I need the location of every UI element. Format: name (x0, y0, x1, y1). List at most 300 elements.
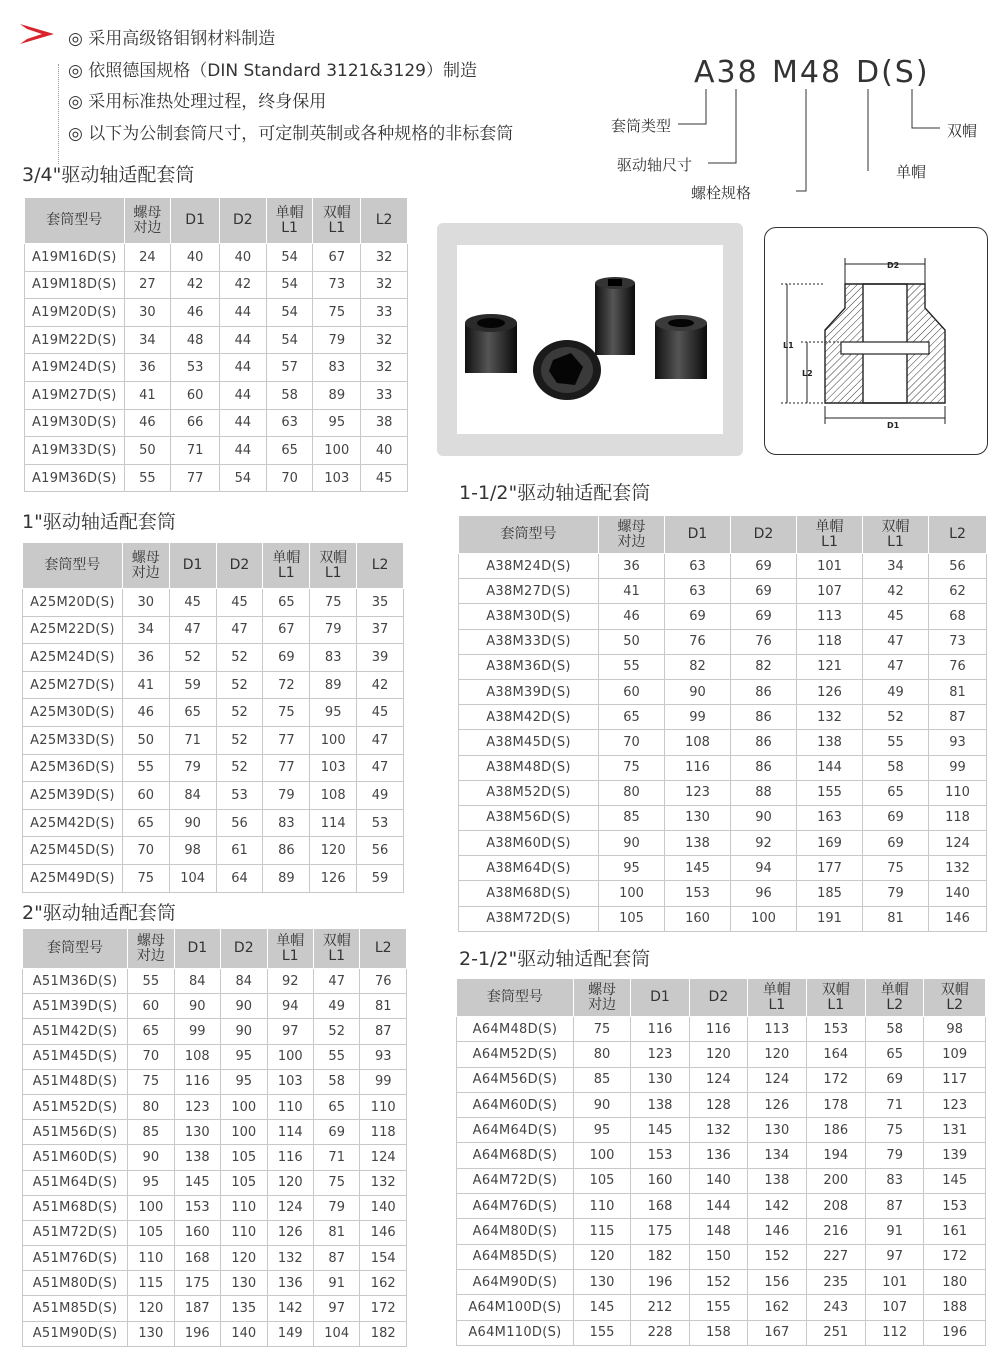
value-cell: 162 (748, 1295, 806, 1320)
column-header: 单帽 L1 (748, 979, 806, 1017)
value-cell: 67 (263, 616, 310, 644)
value-cell: 84 (221, 969, 267, 994)
table-row (25, 244, 408, 272)
column-header: 套筒型号 (459, 516, 599, 554)
model-cell: A51M60D(S) (23, 1145, 128, 1170)
value-cell: 145 (573, 1295, 630, 1320)
value-cell: 69 (863, 805, 929, 830)
model-cell: A38M42D(S) (459, 705, 599, 730)
table-row (25, 326, 408, 354)
column-header: 套筒型号 (25, 198, 125, 244)
column-header: 单帽 L1 (267, 929, 313, 969)
column-header: 双帽 L1 (313, 929, 359, 969)
value-cell: 46 (599, 604, 665, 629)
table-row (23, 1296, 407, 1321)
value-cell: 107 (797, 579, 863, 604)
intro-bullet: ◎ 依照德国规格（DIN Standard 3121&3129）制造 (68, 61, 477, 81)
value-cell: 85 (599, 805, 665, 830)
value-cell: 142 (748, 1194, 806, 1219)
value-cell: 114 (267, 1120, 313, 1145)
column-header: D2 (689, 979, 747, 1017)
value-cell: 138 (748, 1168, 806, 1193)
table-row (23, 754, 404, 782)
value-cell: 86 (731, 730, 797, 755)
value-cell: 172 (924, 1244, 986, 1269)
value-cell: 82 (731, 654, 797, 679)
table-row (23, 699, 404, 727)
value-cell: 118 (929, 805, 987, 830)
model-cell: A25M22D(S) (23, 616, 123, 644)
value-cell: 146 (360, 1220, 407, 1245)
value-cell: 70 (122, 837, 169, 865)
value-cell: 47 (357, 726, 404, 754)
value-cell: 69 (731, 579, 797, 604)
model-cell: A19M20D(S) (25, 299, 125, 327)
value-cell: 138 (797, 730, 863, 755)
value-cell: 47 (313, 969, 359, 994)
value-cell: 54 (266, 244, 313, 272)
value-cell: 40 (220, 244, 267, 272)
value-cell: 47 (169, 616, 216, 644)
value-cell: 63 (266, 409, 313, 437)
value-cell: 47 (357, 754, 404, 782)
value-cell: 52 (863, 705, 929, 730)
value-cell: 208 (806, 1194, 865, 1219)
value-cell: 228 (631, 1320, 689, 1345)
model-cell: A51M85D(S) (23, 1296, 128, 1321)
value-cell: 110 (267, 1094, 313, 1119)
table-row (459, 831, 987, 856)
value-cell: 126 (267, 1220, 313, 1245)
model-cell: A38M45D(S) (459, 730, 599, 755)
table-row (459, 780, 987, 805)
value-cell: 75 (122, 864, 169, 892)
value-cell: 38 (361, 409, 408, 437)
value-cell: 90 (665, 679, 731, 704)
column-header: 双帽 L1 (310, 543, 357, 589)
value-cell: 45 (863, 604, 929, 629)
value-cell: 175 (631, 1219, 689, 1244)
section-title-3-4: 3/4"驱动轴适配套筒 (22, 164, 195, 186)
spec-table-2-1-2 (456, 978, 986, 1346)
value-cell: 153 (806, 1017, 865, 1042)
value-cell: 45 (216, 589, 263, 617)
value-cell: 126 (310, 864, 357, 892)
value-cell: 126 (748, 1092, 806, 1117)
value-cell: 79 (263, 782, 310, 810)
value-cell: 91 (313, 1271, 359, 1296)
table-row (23, 671, 404, 699)
value-cell: 79 (313, 326, 361, 354)
model-cell: A64M48D(S) (457, 1017, 574, 1042)
value-cell: 53 (216, 782, 263, 810)
model-cell: A51M56D(S) (23, 1120, 128, 1145)
value-cell: 94 (267, 994, 313, 1019)
value-cell: 69 (731, 554, 797, 579)
column-header: D1 (631, 979, 689, 1017)
value-cell: 130 (128, 1321, 174, 1346)
value-cell: 90 (128, 1145, 174, 1170)
model-cell: A25M33D(S) (23, 726, 123, 754)
value-cell: 100 (573, 1143, 630, 1168)
value-cell: 55 (863, 730, 929, 755)
value-cell: 70 (599, 730, 665, 755)
value-cell: 44 (220, 437, 267, 465)
value-cell: 76 (731, 629, 797, 654)
value-cell: 32 (361, 244, 408, 272)
value-cell: 123 (924, 1092, 986, 1117)
table-row (23, 1321, 407, 1346)
value-cell: 94 (731, 856, 797, 881)
value-cell: 154 (360, 1246, 407, 1271)
value-cell: 60 (171, 381, 220, 409)
value-cell: 144 (797, 755, 863, 780)
value-cell: 140 (221, 1321, 267, 1346)
value-cell: 251 (806, 1320, 865, 1345)
value-cell: 44 (220, 409, 267, 437)
value-cell: 164 (806, 1042, 865, 1067)
value-cell: 145 (631, 1118, 689, 1143)
value-cell: 116 (174, 1069, 220, 1094)
model-cell: A64M76D(S) (457, 1194, 574, 1219)
value-cell: 76 (360, 969, 407, 994)
model-cell: A25M27D(S) (23, 671, 123, 699)
dim-l1-label: L1 (783, 341, 794, 350)
value-cell: 116 (631, 1017, 689, 1042)
value-cell: 196 (924, 1320, 986, 1345)
value-cell: 124 (267, 1195, 313, 1220)
value-cell: 100 (310, 726, 357, 754)
cross-section-icon (765, 228, 987, 454)
spec-table-1 (22, 542, 404, 893)
table-row (25, 409, 408, 437)
value-cell: 93 (360, 1044, 407, 1069)
value-cell: 73 (929, 629, 987, 654)
table-row (457, 1320, 986, 1345)
column-header: 双帽 L1 (806, 979, 865, 1017)
column-header: 螺母 对边 (124, 198, 171, 244)
table-row (457, 1295, 986, 1320)
value-cell: 45 (357, 699, 404, 727)
table-row (23, 1044, 407, 1069)
value-cell: 65 (263, 589, 310, 617)
column-header: 螺母 对边 (573, 979, 630, 1017)
value-cell: 167 (748, 1320, 806, 1345)
label-drive-size: 驱动轴尺寸 (617, 156, 693, 174)
value-cell: 40 (171, 244, 220, 272)
value-cell: 57 (266, 354, 313, 382)
model-cell: A19M27D(S) (25, 381, 125, 409)
table-row (459, 554, 987, 579)
value-cell: 77 (171, 464, 220, 492)
value-cell: 105 (599, 906, 665, 931)
value-cell: 130 (665, 805, 731, 830)
value-cell: 69 (865, 1067, 923, 1092)
table-row (25, 437, 408, 465)
value-cell: 90 (169, 809, 216, 837)
value-cell: 59 (357, 864, 404, 892)
column-header: 套筒型号 (23, 543, 123, 589)
value-cell: 148 (689, 1219, 747, 1244)
value-cell: 135 (221, 1296, 267, 1321)
column-header: L2 (360, 929, 407, 969)
value-cell: 80 (573, 1042, 630, 1067)
value-cell: 115 (128, 1271, 174, 1296)
value-cell: 156 (748, 1269, 806, 1294)
value-cell: 75 (310, 589, 357, 617)
value-cell: 100 (221, 1120, 267, 1145)
model-cell: A38M72D(S) (459, 906, 599, 931)
value-cell: 172 (360, 1296, 407, 1321)
table-row (457, 1042, 986, 1067)
value-cell: 103 (267, 1069, 313, 1094)
table-row (23, 1145, 407, 1170)
column-header: L2 (361, 198, 408, 244)
model-cell: A38M39D(S) (459, 679, 599, 704)
column-header: 单帽 L1 (266, 198, 313, 244)
value-cell: 69 (863, 831, 929, 856)
table-row (457, 1067, 986, 1092)
value-cell: 41 (124, 381, 171, 409)
model-cell: A51M42D(S) (23, 1019, 128, 1044)
value-cell: 80 (599, 780, 665, 805)
column-header: D2 (220, 198, 267, 244)
dim-l2-label: L2 (802, 369, 813, 378)
value-cell: 196 (174, 1321, 220, 1346)
column-header: 螺母 对边 (128, 929, 174, 969)
value-cell: 168 (174, 1246, 220, 1271)
table-row (23, 616, 404, 644)
model-cell: A38M48D(S) (459, 755, 599, 780)
intro-bullet: ◎ 以下为公制套筒尺寸，可定制英制或各种规格的非标套筒 (68, 124, 514, 144)
model-cell: A64M85D(S) (457, 1244, 574, 1269)
value-cell: 110 (573, 1194, 630, 1219)
model-cell: A64M52D(S) (457, 1042, 574, 1067)
value-cell: 155 (689, 1295, 747, 1320)
value-cell: 108 (310, 782, 357, 810)
value-cell: 45 (169, 589, 216, 617)
value-cell: 99 (360, 1069, 407, 1094)
column-header: 单帽 L2 (865, 979, 923, 1017)
value-cell: 71 (169, 726, 216, 754)
label-double-cap: 双帽 (947, 122, 978, 140)
value-cell: 153 (665, 881, 731, 906)
value-cell: 95 (128, 1170, 174, 1195)
column-header: D2 (221, 929, 267, 969)
value-cell: 84 (169, 782, 216, 810)
value-cell: 196 (631, 1269, 689, 1294)
value-cell: 75 (573, 1017, 630, 1042)
value-cell: 150 (689, 1244, 747, 1269)
value-cell: 33 (361, 299, 408, 327)
value-cell: 79 (865, 1143, 923, 1168)
value-cell: 120 (310, 837, 357, 865)
value-cell: 65 (865, 1042, 923, 1067)
value-cell: 52 (216, 671, 263, 699)
value-cell: 56 (357, 837, 404, 865)
value-cell: 160 (174, 1220, 220, 1245)
value-cell: 58 (865, 1017, 923, 1042)
model-cell: A51M64D(S) (23, 1170, 128, 1195)
value-cell: 42 (220, 271, 267, 299)
value-cell: 79 (310, 616, 357, 644)
value-cell: 212 (631, 1295, 689, 1320)
table-row (459, 856, 987, 881)
table-row (23, 837, 404, 865)
value-cell: 59 (169, 671, 216, 699)
value-cell: 182 (360, 1321, 407, 1346)
value-cell: 140 (360, 1195, 407, 1220)
table-row (23, 644, 404, 672)
value-cell: 34 (122, 616, 169, 644)
value-cell: 105 (221, 1170, 267, 1195)
value-cell: 123 (174, 1094, 220, 1119)
value-cell: 169 (797, 831, 863, 856)
value-cell: 178 (806, 1092, 865, 1117)
model-cell: A64M64D(S) (457, 1118, 574, 1143)
value-cell: 47 (863, 654, 929, 679)
model-cell: A64M90D(S) (457, 1269, 574, 1294)
model-cell: A51M45D(S) (23, 1044, 128, 1069)
value-cell: 130 (573, 1269, 630, 1294)
value-cell: 34 (863, 554, 929, 579)
value-cell: 53 (357, 809, 404, 837)
value-cell: 124 (360, 1145, 407, 1170)
value-cell: 73 (313, 271, 361, 299)
table-row (25, 354, 408, 382)
value-cell: 161 (924, 1219, 986, 1244)
column-header: 双帽 L1 (313, 198, 361, 244)
spec-table-2 (22, 928, 407, 1347)
value-cell: 131 (924, 1118, 986, 1143)
table-header-row (23, 929, 407, 969)
value-cell: 110 (360, 1094, 407, 1119)
table-row (459, 755, 987, 780)
table-row (459, 654, 987, 679)
value-cell: 88 (731, 780, 797, 805)
value-cell: 104 (169, 864, 216, 892)
value-cell: 32 (361, 326, 408, 354)
table-header-row (457, 979, 986, 1017)
table-row (23, 1170, 407, 1195)
value-cell: 52 (216, 754, 263, 782)
value-cell: 90 (221, 994, 267, 1019)
value-cell: 132 (797, 705, 863, 730)
value-cell: 160 (631, 1168, 689, 1193)
value-cell: 86 (263, 837, 310, 865)
table-row (23, 1271, 407, 1296)
value-cell: 103 (313, 464, 361, 492)
value-cell: 95 (221, 1044, 267, 1069)
value-cell: 37 (357, 616, 404, 644)
model-cell: A64M110D(S) (457, 1320, 574, 1345)
label-bolt-spec: 螺栓规格 (691, 184, 752, 202)
table-header-row (459, 516, 987, 554)
value-cell: 60 (122, 782, 169, 810)
model-cell: A51M36D(S) (23, 969, 128, 994)
value-cell: 188 (924, 1295, 986, 1320)
value-cell: 191 (797, 906, 863, 931)
spec-table-1-1-2 (458, 515, 987, 932)
section-title-1-1-2: 1-1/2"驱动轴适配套筒 (459, 482, 651, 504)
value-cell: 27 (124, 271, 171, 299)
table-row (23, 969, 407, 994)
column-header: 双帽 L1 (863, 516, 929, 554)
value-cell: 109 (924, 1042, 986, 1067)
value-cell: 52 (216, 644, 263, 672)
code-part-cap: D(S) (856, 55, 930, 90)
table-row (459, 730, 987, 755)
dim-d2-label: D2 (887, 261, 900, 270)
value-cell: 163 (797, 805, 863, 830)
value-cell: 100 (267, 1044, 313, 1069)
value-cell: 142 (267, 1296, 313, 1321)
value-cell: 177 (797, 856, 863, 881)
value-cell: 83 (313, 354, 361, 382)
value-cell: 113 (748, 1017, 806, 1042)
value-cell: 65 (128, 1019, 174, 1044)
model-cell: A38M52D(S) (459, 780, 599, 805)
value-cell: 180 (924, 1269, 986, 1294)
column-header: L2 (929, 516, 987, 554)
model-cell: A38M36D(S) (459, 654, 599, 679)
value-cell: 33 (361, 381, 408, 409)
value-cell: 65 (169, 699, 216, 727)
value-cell: 152 (748, 1244, 806, 1269)
value-cell: 55 (599, 654, 665, 679)
value-cell: 132 (267, 1246, 313, 1271)
value-cell: 54 (266, 299, 313, 327)
table-row (459, 679, 987, 704)
value-cell: 71 (171, 437, 220, 465)
table-row (457, 1194, 986, 1219)
value-cell: 84 (174, 969, 220, 994)
value-cell: 235 (806, 1269, 865, 1294)
table-row (23, 864, 404, 892)
table-row (23, 1220, 407, 1245)
value-cell: 118 (797, 629, 863, 654)
model-cell: A38M27D(S) (459, 579, 599, 604)
column-header: 单帽 L1 (797, 516, 863, 554)
value-cell: 60 (599, 679, 665, 704)
value-cell: 172 (806, 1067, 865, 1092)
table-row (25, 381, 408, 409)
value-cell: 66 (171, 409, 220, 437)
value-cell: 41 (599, 579, 665, 604)
model-cell: A64M100D(S) (457, 1295, 574, 1320)
value-cell: 146 (929, 906, 987, 931)
value-cell: 75 (865, 1118, 923, 1143)
table-row (23, 1019, 407, 1044)
model-cell: A25M20D(S) (23, 589, 123, 617)
table-row (459, 604, 987, 629)
model-cell: A25M24D(S) (23, 644, 123, 672)
table-row (457, 1219, 986, 1244)
value-cell: 75 (863, 856, 929, 881)
value-cell: 105 (573, 1168, 630, 1193)
value-cell: 95 (313, 409, 361, 437)
value-cell: 63 (665, 579, 731, 604)
column-header: D1 (174, 929, 220, 969)
section-title-2: 2"驱动轴适配套筒 (22, 902, 176, 924)
value-cell: 155 (797, 780, 863, 805)
value-cell: 182 (631, 1244, 689, 1269)
value-cell: 93 (929, 730, 987, 755)
value-cell: 85 (128, 1120, 174, 1145)
table-row (457, 1143, 986, 1168)
value-cell: 145 (174, 1170, 220, 1195)
value-cell: 138 (174, 1145, 220, 1170)
